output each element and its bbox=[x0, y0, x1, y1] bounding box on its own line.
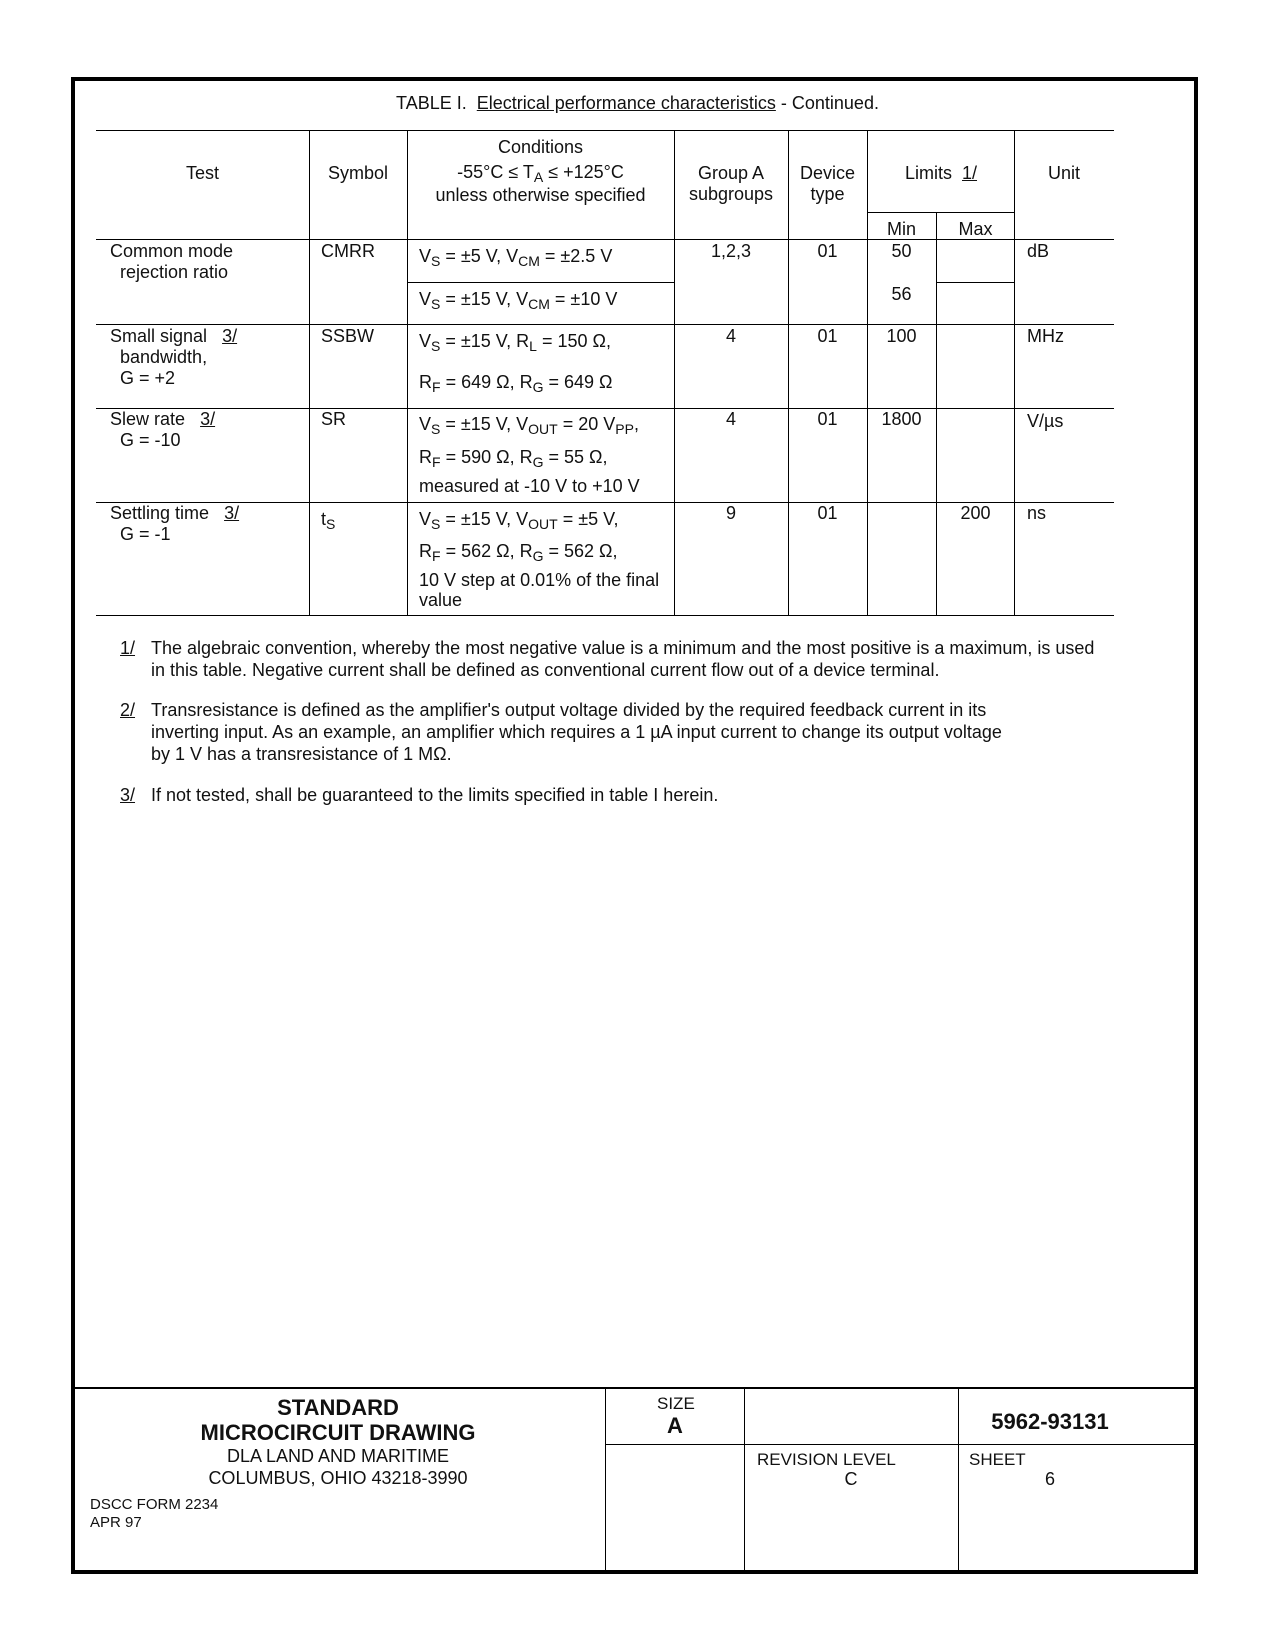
table-title-name: Electrical performance characteristics bbox=[476, 93, 776, 113]
org-address: COLUMBUS, OHIO 43218-3990 bbox=[208, 1468, 468, 1488]
revision-label: REVISION LEVEL bbox=[757, 1450, 896, 1469]
header-symbol: Symbol bbox=[327, 163, 389, 183]
sheet-label: SHEET bbox=[969, 1450, 1026, 1469]
header-conditions-note: unless otherwise specified bbox=[435, 185, 646, 205]
header-group-a: Group A bbox=[697, 163, 765, 183]
header-subgroups: subgroups bbox=[688, 184, 774, 204]
standard-label: STANDARD bbox=[277, 1395, 399, 1420]
page-frame bbox=[71, 77, 1198, 1574]
size-value: A bbox=[667, 1413, 683, 1438]
size-label: SIZE bbox=[657, 1394, 695, 1413]
table-title bbox=[0, 93, 1275, 114]
table-title-suffix: - Continued. bbox=[780, 93, 879, 113]
header-temp-range: $-55^\circ C \le T_A \le +125^\circ C$ bbox=[457, 162, 624, 185]
table-title-prefix: TABLE I. bbox=[396, 93, 467, 113]
header-conditions: Conditions bbox=[497, 137, 584, 157]
header-device: Device bbox=[799, 163, 856, 183]
header-test: Test bbox=[185, 163, 219, 183]
form-date: APR 97 bbox=[90, 1514, 142, 1531]
microcircuit-drawing-label: MICROCIRCUIT DRAWING bbox=[200, 1420, 476, 1445]
header-limits: Limits 1/ bbox=[904, 163, 978, 183]
header-max: Max bbox=[958, 219, 993, 239]
form-number: DSCC FORM 2234 bbox=[90, 1496, 219, 1513]
revision-value: C bbox=[844, 1469, 858, 1489]
org-name: DLA LAND AND MARITIME bbox=[226, 1446, 450, 1466]
header-type: type bbox=[810, 184, 845, 204]
header-min: Min bbox=[886, 219, 916, 239]
sheet-value: 6 bbox=[1044, 1469, 1055, 1489]
document-number: 5962-93131 bbox=[991, 1409, 1109, 1434]
header-unit: Unit bbox=[1047, 163, 1080, 183]
